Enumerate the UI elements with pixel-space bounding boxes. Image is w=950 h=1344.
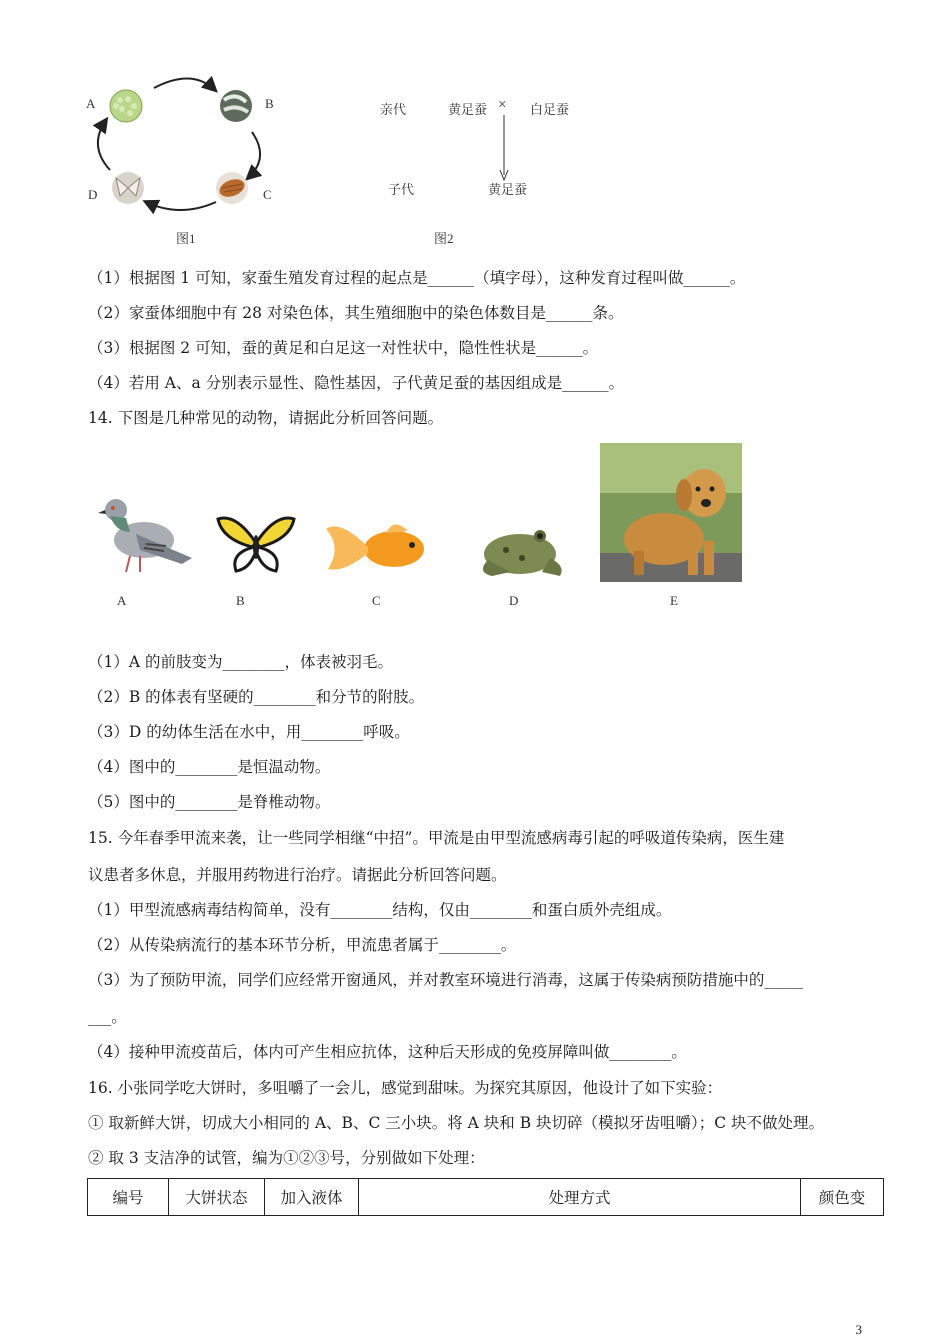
q15-part3-continued: ___。 xyxy=(88,1008,127,1026)
parent-yellow-foot: 黄足蚕 xyxy=(448,102,488,117)
q14-part1: （1）A 的前肢变为________，体表被羽毛。 xyxy=(88,653,393,671)
q15-stem-line2: 议患者多休息，并服用药物进行治疗。请据此分析回答问题。 xyxy=(88,866,507,884)
q15-part3: （3）为了预防甲流，同学们应经常开窗通风，并对教室环境进行消毒，这属于传染病预防措施中的_____ xyxy=(88,971,804,989)
goldfish-icon xyxy=(322,515,436,579)
parent-generation-label: 亲代 xyxy=(380,102,407,117)
arrow-d-to-a xyxy=(98,120,110,170)
table-header-row xyxy=(88,1179,884,1216)
figure-1-caption: 图1 xyxy=(176,231,196,246)
stage-label-b: B xyxy=(265,96,274,111)
arrow-c-to-d xyxy=(146,202,216,210)
egg-icon xyxy=(110,90,142,122)
animal-label-b: B xyxy=(236,593,245,608)
animal-label-c: C xyxy=(372,593,381,608)
q15-stem-line1: 15. 今年春季甲流来袭，让一些同学相继“中招”。甲流是由甲型流感病毒引起的呼吸道传染病，医生建 xyxy=(88,829,785,847)
stage-label-d: D xyxy=(88,187,98,202)
header-treatment: 处理方式 xyxy=(359,1179,801,1216)
experiment-table xyxy=(87,1178,884,1216)
cross-arrow xyxy=(498,115,510,181)
animal-label-e: E xyxy=(670,593,678,608)
butterfly-icon xyxy=(216,513,296,577)
header-added-liquid: 加入液体 xyxy=(265,1179,359,1216)
q13-part4: （4）若用 A、a 分别表示显性、隐性基因，子代黄足蚕的基因组成是______。 xyxy=(88,374,625,392)
cross-symbol: × xyxy=(498,97,507,113)
animal-label-a: A xyxy=(117,593,127,608)
page-number: 3 xyxy=(855,1322,862,1337)
stage-label-a: A xyxy=(86,96,96,111)
pigeon-icon xyxy=(96,488,196,580)
header-cake-state: 大饼状态 xyxy=(169,1179,265,1216)
frog-icon xyxy=(470,510,572,582)
q15-part2: （2）从传染病流行的基本环节分析，甲流患者属于________。 xyxy=(88,936,517,954)
q13-part2: （2）家蚕体细胞中有 28 对染色体，其生殖细胞中的染色体数目是______条。 xyxy=(88,304,624,322)
q16-step1: ① 取新鲜大饼，切成大小相同的 A、B、C 三小块。将 A 块和 B 块切碎（模拟牙齿咀嚼）；C 块不做处理。 xyxy=(88,1114,825,1132)
header-number: 编号 xyxy=(88,1179,169,1216)
larva-icon xyxy=(220,90,252,122)
q16-step2: ② 取 3 支洁净的试管，编为①②③号，分别做如下处理： xyxy=(88,1149,485,1167)
offspring-yellow-foot: 黄足蚕 xyxy=(488,182,528,197)
offspring-generation-label: 子代 xyxy=(388,182,415,197)
stage-label-c: C xyxy=(263,187,272,202)
q16-stem: 16. 小张同学吃大饼时，多咀嚼了一会儿，感觉到甜味。为探究其原因，他设计了如下实验： xyxy=(88,1079,723,1097)
parent-white-foot: 白足蚕 xyxy=(530,102,570,117)
q14-part3: （3）D 的幼体生活在水中，用________呼吸。 xyxy=(88,723,410,741)
animal-label-d: D xyxy=(509,593,519,608)
life-cycle-diagram xyxy=(80,70,290,220)
q14-part4: （4）图中的________是恒温动物。 xyxy=(88,758,331,776)
figure-2-caption: 图2 xyxy=(434,231,454,246)
q14-stem: 14. 下图是几种常见的动物，请据此分析回答问题。 xyxy=(88,409,444,427)
arrow-b-to-c xyxy=(248,132,260,178)
q15-part4: （4）接种甲流疫苗后，体内可产生相应抗体，这种后天形成的免疫屏障叫做________。 xyxy=(88,1043,687,1061)
moth-icon xyxy=(112,172,144,204)
q14-part5: （5）图中的________是脊椎动物。 xyxy=(88,793,331,811)
q13-part3: （3）根据图 2 可知，蚕的黄足和白足这一对性状中，隐性性状是______。 xyxy=(88,339,599,357)
arrow-a-to-b xyxy=(154,78,215,90)
header-color-change: 颜色变 xyxy=(801,1179,884,1216)
pupa-icon xyxy=(216,172,248,204)
dog-icon xyxy=(600,443,742,582)
q14-part2: （2）B 的体表有坚硬的________和分节的附肢。 xyxy=(88,688,425,706)
q13-part1: （1）根据图 1 可知，家蚕生殖发育过程的起点是______（填字母），这种发育过程叫做______。 xyxy=(88,269,746,287)
q15-part1: （1）甲型流感病毒结构简单，没有________结构，仅由________和蛋白质外壳组成。 xyxy=(88,901,672,919)
